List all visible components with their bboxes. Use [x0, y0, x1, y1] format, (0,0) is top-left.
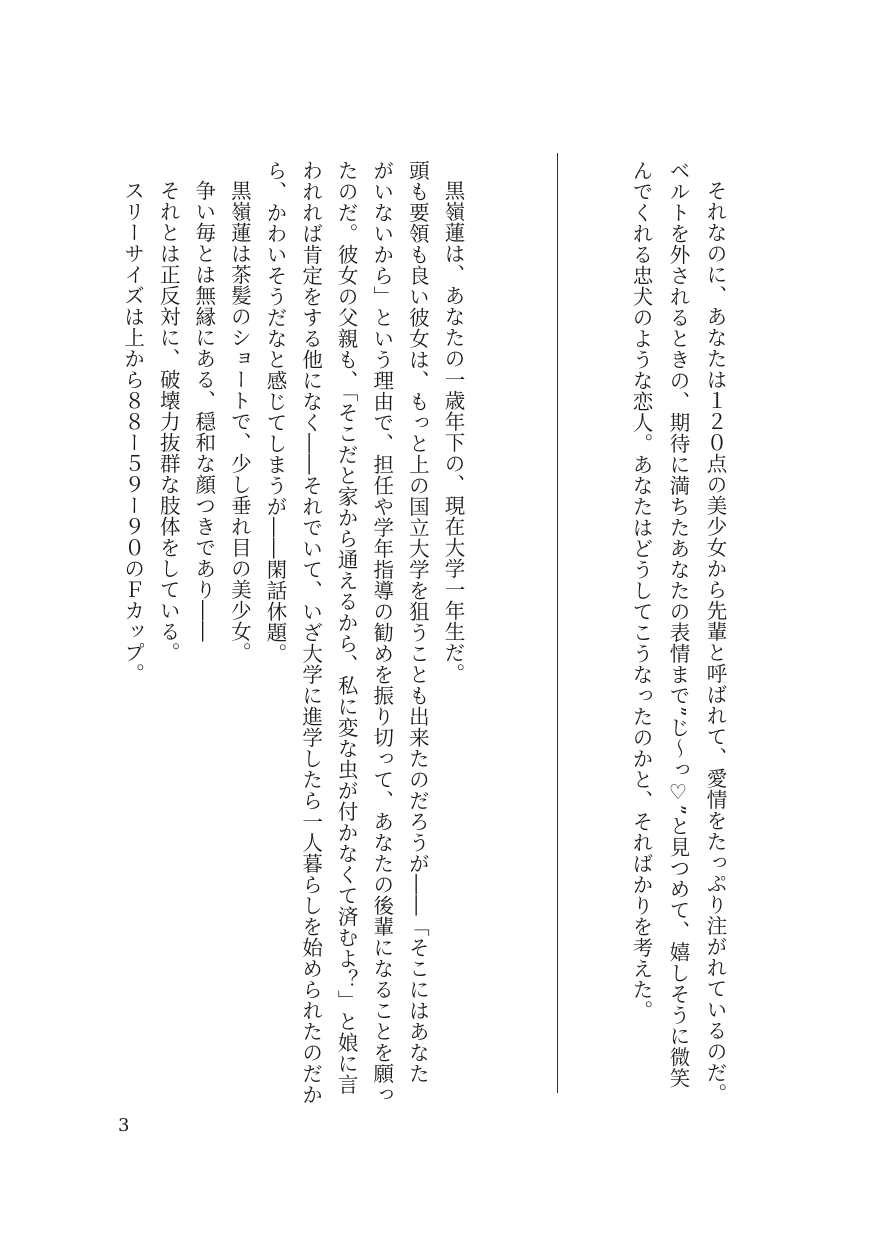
text-section-1 [622, 160, 733, 1104]
text-line: 黒嶺蓮は茶髪のショートで、少し垂れ目の美少女。 [227, 180, 252, 663]
text-line: んでくれる忠犬のような恋人。あなたはどうしてこうなったのかと、そればかりを考えた。 [629, 160, 653, 1021]
text-line: 争い毎とは無縁にある、穏和な顔つきであり―― [191, 180, 216, 642]
text-line: ベルトを外されるときの、期待に満ちたあなたの表情まで”じ～っ♡”と見つめて、嬉しそうに微笑 [666, 160, 690, 1089]
text-line: われれば肯定をする他になく――それでいて、いざ大学に進学したら一人暮らしを始められたのだか [298, 160, 323, 1105]
text-line: がいないから」という理由で、担任や学年指導の勧めを振り切って、あなたの後輩になることを願っ [369, 160, 394, 1105]
text-line: 頭も要領も良い彼女は、もっと上の国立大学を狙うことも出来たのだろうが――「そこにはあなた [405, 160, 430, 1084]
page-number: 3 [118, 1115, 130, 1136]
text-line: 黒嶺蓮は、あなたの一歳年下の、現在大学一年生だ。 [440, 180, 465, 684]
section-divider [557, 153, 558, 1093]
text-line: ら、かわいそうだなと感じてしまうが――閑話休題。 [262, 160, 287, 664]
text-section-2 [114, 160, 470, 1105]
text-line: それなのに、あなたは１２０点の美少女から先輩と呼ばれて、愛情をたっぷり注がれているのだ。 [703, 180, 727, 1104]
text-line: スリーサイズは上から８８ー５９ー９０のＦカップ。 [120, 180, 145, 684]
text-line: たのだ。彼女の父親も、「そこだと家から通えるから、私に変な虫が付かなくて済むよ？」と娘に言 [334, 160, 359, 1095]
text-line: それとは正反対に、破壊力抜群な肢体をしている。 [156, 180, 181, 663]
